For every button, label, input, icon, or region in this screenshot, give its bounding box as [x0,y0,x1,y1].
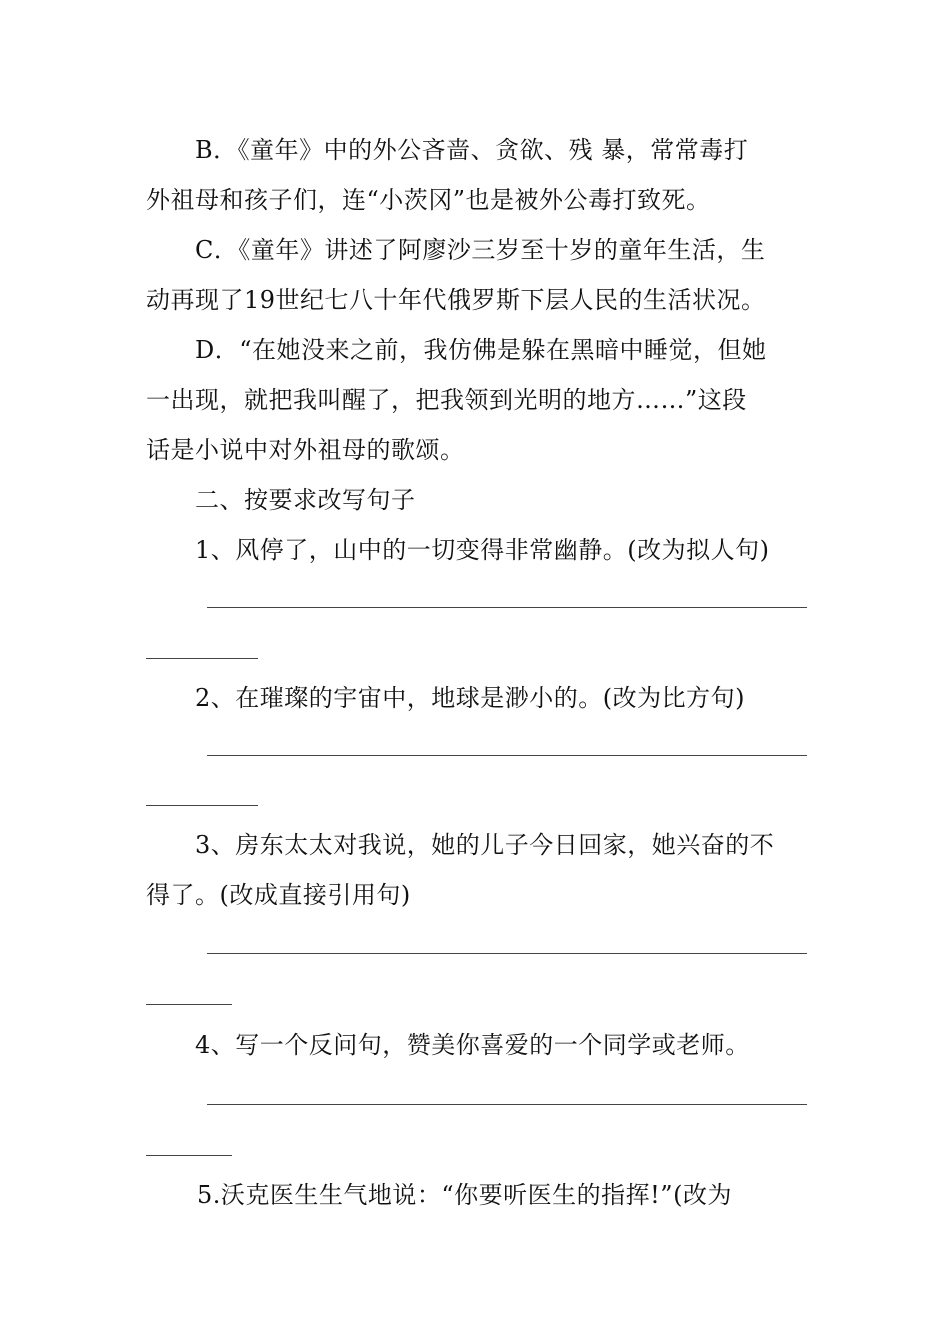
question-4: 4、写一个反问句，赞美你喜爱的一个同学或老师。 [195,1031,750,1059]
answer-line-continuation[interactable] [146,805,258,806]
option-b-line-2: 外祖母和孩子们，连“小茨冈”也是被外公毒打致死。 [146,186,711,214]
answer-line-continuation[interactable] [146,658,258,659]
option-c-line-1: C．《童年》讲述了阿廖沙三岁至十岁的童年生活，生 [195,236,766,264]
option-d-line-3: 话是小说中对外祖母的歌颂。 [146,436,465,464]
section-heading: 二、按要求改写句子 [195,486,416,514]
question-3-line-2: 得了。(改成直接引用句) [146,881,411,909]
option-d-line-2: 一出现，就把我叫醒了，把我领到光明的地方……”这段 [146,386,747,414]
answer-line[interactable] [207,755,807,756]
answer-line[interactable] [207,953,807,954]
answer-line[interactable] [207,1104,807,1105]
answer-line-continuation[interactable] [146,1155,232,1156]
question-3-line-1: 3、房东太太对我说，她的儿子今日回家，她兴奋的不 [195,831,775,859]
question-5-line-1: 5.沃克医生生气地说：“你要听医生的指挥!”(改为 [197,1181,732,1209]
option-d-line-1: D．“在她没来之前，我仿佛是躲在黑暗中睡觉，但她 [195,336,767,364]
answer-line-continuation[interactable] [146,1004,232,1005]
question-1: 1、风停了，山中的一切变得非常幽静。(改为拟人句) [195,536,770,564]
question-2: 2、在璀璨的宇宙中，地球是渺小的。(改为比方句) [195,684,745,712]
option-b-line-1: B．《童年》中的外公吝啬、贪欲、残 暴，常常毒打 [195,136,749,164]
answer-line[interactable] [207,607,807,608]
option-c-line-2: 动再现了19世纪七八十年代俄罗斯下层人民的生活状况。 [146,286,766,314]
